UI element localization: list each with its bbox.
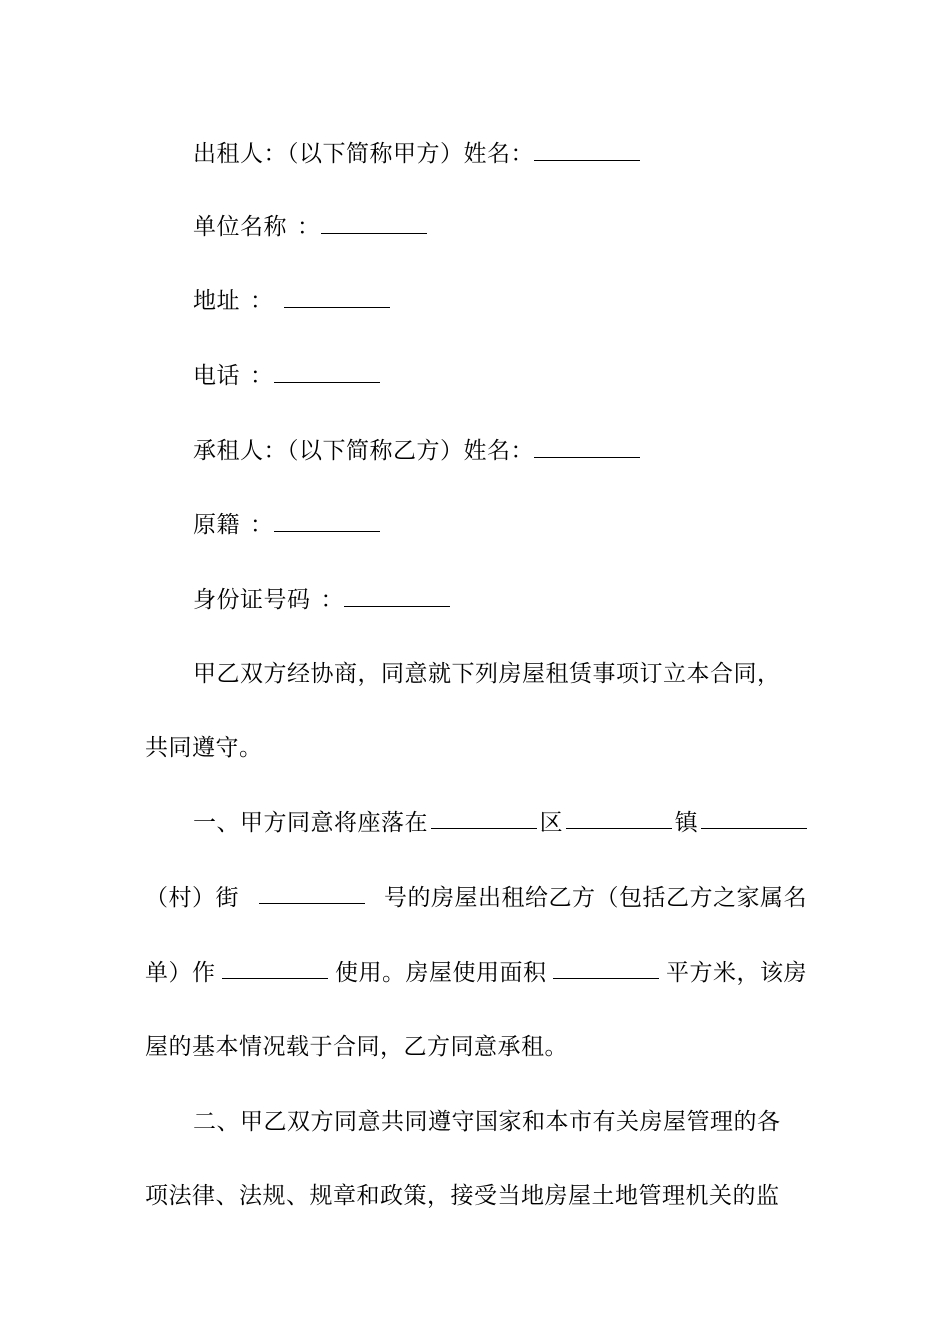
lessee-id-label: 身份证号码 (193, 587, 311, 613)
lessor-unit-line (193, 212, 807, 242)
lessor-unit-label: 单位名称 (193, 214, 287, 240)
lessor-name-line (193, 139, 807, 169)
intro-line-1 (193, 659, 807, 689)
house-number-blank[interactable] (259, 883, 365, 904)
lessor-phone-blank[interactable] (274, 362, 380, 383)
lessor-address-line (193, 286, 807, 316)
clause1-line-2 (145, 883, 807, 913)
clause1-text-2: 号的房屋出租给乙方（包括乙方之家属名 (384, 885, 807, 911)
lessor-unit-colon: ： (297, 214, 321, 240)
intro-line-2 (145, 733, 807, 763)
lessor-phone-label: 电话 (193, 363, 240, 389)
clause2-text-1: 二、甲乙双方同意共同遵守国家和本市有关房屋管理的各 (193, 1109, 781, 1135)
lessee-name-line (193, 436, 807, 466)
clause1-district: 区 (539, 810, 564, 836)
clause2-line-2 (145, 1181, 807, 1211)
lessee-origin-colon: ： (250, 512, 274, 538)
usage-blank[interactable] (222, 958, 328, 979)
lessor-unit-blank[interactable] (321, 213, 427, 234)
clause1-area-unit: 平方米，该房 (666, 960, 807, 986)
lessee-origin-label: 原籍 (193, 512, 240, 538)
lessor-name-label: 出租人：（以下简称甲方）姓名： (193, 141, 534, 167)
lessor-address-colon: ： (250, 288, 274, 314)
lessee-origin-line (193, 510, 807, 540)
lessee-name-blank[interactable] (534, 437, 640, 458)
clause1-text-1: 一、甲方同意将座落在 (193, 810, 428, 836)
village-blank[interactable] (701, 808, 807, 829)
clause1-town: 镇 (674, 810, 699, 836)
lessor-address-blank[interactable] (284, 287, 390, 308)
clause1-use-for: 单）作 (145, 960, 216, 986)
clause1-text-3: 屋的基本情况载于合同，乙方同意承租。 (145, 1034, 568, 1060)
clause2-line-1 (193, 1107, 807, 1137)
clause1-area-label: 使用。房屋使用面积 (335, 960, 547, 986)
clause1-line-1 (193, 808, 807, 838)
lessee-name-label: 承租人：（以下简称乙方）姓名： (193, 438, 534, 464)
clause1-line-3 (145, 958, 807, 988)
clause2-text-2: 项法律、法规、规章和政策，接受当地房屋土地管理机关的监 (145, 1183, 780, 1209)
district-blank[interactable] (431, 808, 537, 829)
town-blank[interactable] (566, 808, 672, 829)
intro-text-2: 共同遵守。 (145, 735, 263, 761)
lessee-id-colon: ： (320, 587, 344, 613)
lessee-id-line (193, 585, 807, 615)
lessor-phone-line (193, 361, 807, 391)
intro-text-1: 甲乙双方经协商，同意就下列房屋租赁事项订立本合同， (193, 661, 781, 687)
lessor-name-blank[interactable] (534, 140, 640, 161)
area-blank[interactable] (553, 958, 659, 979)
clause1-line-4 (145, 1032, 807, 1062)
clause1-street: （村）街 (145, 885, 239, 911)
lessee-id-blank[interactable] (344, 586, 450, 607)
lessor-address-label: 地址 (193, 288, 240, 314)
lessor-phone-colon: ： (250, 363, 274, 389)
lessee-origin-blank[interactable] (274, 511, 380, 532)
